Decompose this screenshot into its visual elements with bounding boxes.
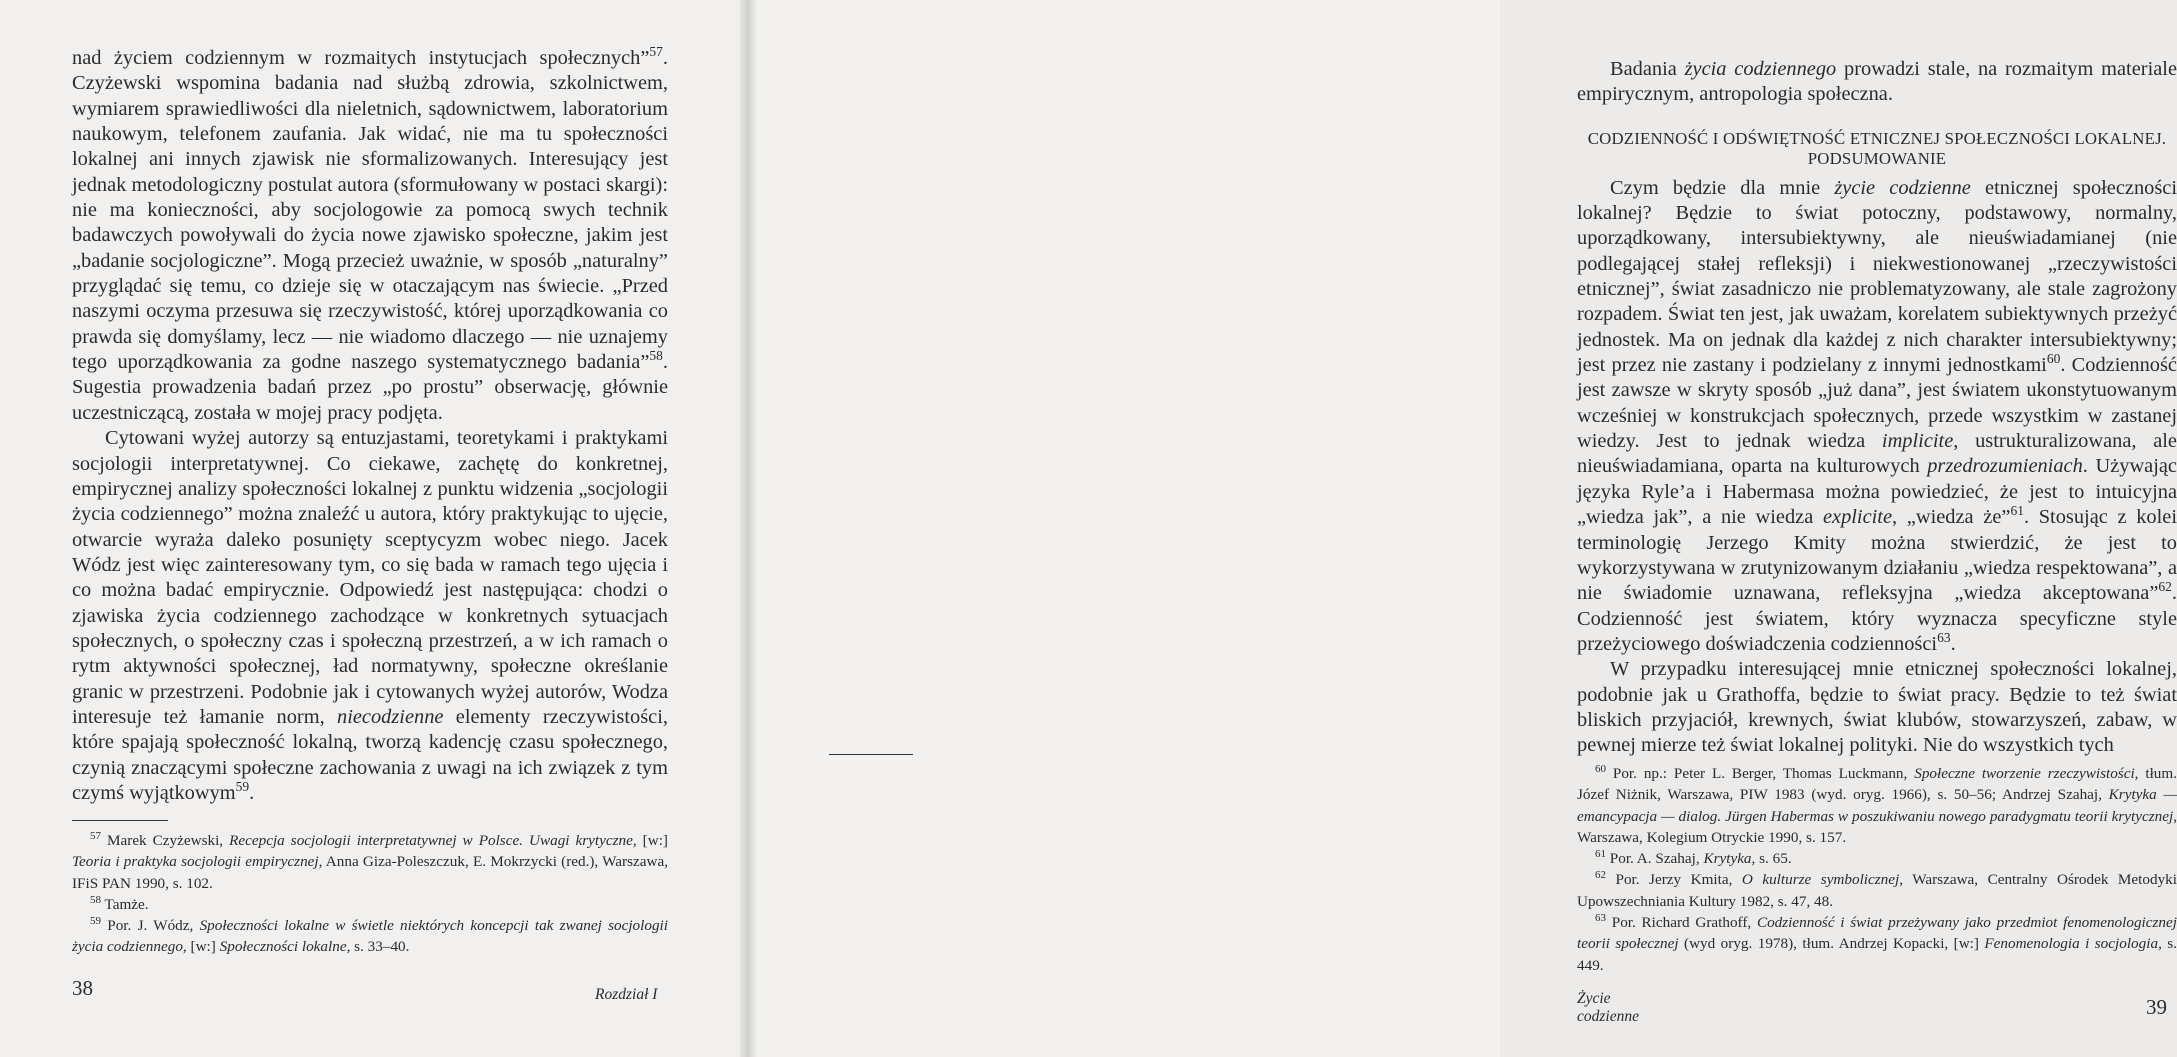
right-paragraph-1: Czym będzie dla mnie życie codzienne etnicznej społeczności lokalnej? Będzie to świat potoczny, podstawowy, normalny, uporządkowany, intersubiektywny, ale nieuświadamianej (nie podlegającej stałej refleksji) i niekwestionowanej „rzeczywistości etnicznej”, świat zasadniczo nie problematyzowany, ale stale zagrożony rozpadem. Świat ten jest, jak uważam, korelatem subiektywnych przeżyć jednostek. Ma on jednak dla każdej z nich charakter intersubiektywny; jest przez nie zastany i podzielany z innymi jednostkami$^{60}$. Codzienność jest zawsze w skryty sposób „już dana”, jest światem ukonstytuowanym wcześniej w konstrukcjach społecznych, przede wszystkim w zastanej wiedzy. Jest to jednak wiedza implicite, ustrukturalizowana, ale nieuświadamiana, oparta na kulturowych przedrozumieniach. Używając języka Ryle’a i Habermasa można powiedzieć, że jest to intuicyjna „wiedza jak”, a nie wiedza explicite, „wiedza że”$^{61}$. Stosując z kolei terminologię Jerzego Kmity można stwierdzić, że jest to wykorzystywana w zrutynizowanym działaniu „wiedza respektowana”, a nie świadomie uznawana, refleksyjna „wiedza akceptowana”$^{62}$. Codzienność jest światem, który wyznacza specyficzne style przeżyciowego doświadczenia codzienności$^{63}$. — [1577, 176, 2177, 655]
right-footnotes — [1577, 763, 2177, 976]
footnote-59: $^{59}$ Por. J. Wódz, Społeczności lokalne w świetle niektórych koncepcji tak zwanej socjologii życia codziennego, [w:] Społeczności lokalne, s. 33–40. — [72, 915, 668, 956]
footnote-60: $^{60}$ Por. np.: Peter L. Berger, Thomas Luckmann, Społeczne tworzenie rzeczywistości, tłum. Józef Niżnik, Warszawa, PIW 1983 (wyd. oryg. 1966), s. 50–56; Andrzej Szahaj, Krytyka — emancypacja — dialog. Jürgen Habermas w poszukiwaniu nowego paradygmatu teorii krytycznej, Warszawa, Kolegium Otryckie 1990, s. 157. — [1577, 762, 2177, 846]
right-intro-paragraph: Badania życia codziennego prowadzi stale, na rozmaitym materiale empirycznym, antropologia społeczna. — [1577, 58, 2177, 106]
right-paragraph-2: W przypadku interesującej mnie etnicznej społeczności lokalnej, podobnie jak u Grathoffa, będzie to świat pracy. Będzie to też świat bliskich przyjaciół, krewnych, świat klubów, stowarzyszeń, zabaw, w pewnej mierze też świat lokalnej polityki. Nie do wszystkich tych — [1577, 658, 2177, 757]
right-body-text — [1577, 57, 2177, 759]
left-paragraph-2: Cytowani wyżej autorzy są entuzjastami, teoretykami i praktykami socjologii interpretatywnej. Co ciekawe, zachętę do konkretnej, empirycznej analizy społeczności lokalnej z punktu widzenia „socjologii życia codziennego” można znaleźć u autora, który praktykując to ujęcie, otwarcie wyraża daleko posunięty sceptycyzm wobec niego. Jacek Wódz jest więc zainteresowany tym, co się bada w ramach tego ujęcia i co można badać empirycznie. Odpowiedź jest następująca: chodzi o zjawiska życia codziennego zachodzące w konkretnych sytuacjach społecznych, o społeczny czas i społeczną przestrzeń, a w ich ramach o rytm aktywności społecznej, ład normatywny, społeczne określanie granic w przestrzeni. Podobnie jak i cytowanych wyżej autorów, Wodza interesuje też łamanie norm, niecodzienne elementy rzeczywistości, które spajają społeczność lokalną, tworzą kadencję czasu społecznego, czynią znaczącymi społeczne zachowania z uwagi na ich związek z tym czymś wyjątkowym$^{59}$. — [72, 427, 668, 804]
left-body-text — [72, 46, 668, 806]
book-gutter — [740, 0, 756, 1057]
footnote-rule-left — [72, 820, 168, 821]
footnote-61: $^{61}$ Por. A. Szahaj, Krytyka, s. 65. — [1595, 848, 1792, 868]
left-paragraph-1: nad życiem codziennym w rozmaitych instytucjach społecznych”$^{57}$. Czyżewski wspomina badania nad służbą zdrowia, szkolnictwem, wymiarem sprawiedliwości dla nieletnich, sądownictwem, laboratorium naukowym, telefonem zaufania. Jak widać, nie ma tu społeczności lokalnej ani innych zjawisk nie sformalizowanych. Interesujący jest jednak metodologiczny postulat autora (sformułowany w postaci skargi): nie ma konieczności, aby socjologowie za pomocą swych technik badawczych powoływali do życia nowe zjawisko społeczne, jakim jest „badanie socjologiczne”. Mogą przecież uważnie, w sposób „naturalny” przyglądać się temu, co dzieje się w otaczającym nas świecie. „Przed naszymi oczyma przesuwa się rzeczywistość, której uporządkowania co prawda się domyślamy, lecz — nie wiadomo dlaczego — nie uznajemy tego uporządkowania za godne naszego systematycznego badania”$^{58}$. Sugestia prowadzenia badań przez „po prostu” obserwację, głównie uczestniczącą, została w mojej pracy podjęta. — [72, 44, 668, 424]
section-title-line-1: CODZIENNOŚĆ I ODŚWIĘTNOŚĆ ETNICZNEJ SPOŁECZNOŚCI LOKALNEJ. — [1587, 128, 2167, 148]
left-footnotes — [72, 830, 668, 958]
footnote-58: $^{58}$ Tamże. — [90, 893, 149, 913]
right-page — [748, 0, 2177, 1057]
running-head-left: Rozdział I — [595, 986, 658, 1003]
section-title-line-2: PODSUMOWANIE — [1807, 148, 1947, 168]
section-title — [1577, 129, 2177, 169]
footnote-rule-right — [829, 754, 913, 755]
left-page — [0, 0, 748, 1057]
footnote-63: $^{63}$ Por. Richard Grathoff, Codzienność i świat przeżywany jako przedmiot fenomenologicznej teorii społecznej (wyd oryg. 1978), tłum. Andrzej Kopacki, [w:] Fenomenologia i socjologia, s. 449. — [1577, 912, 2177, 974]
footnote-57: $^{57}$ Marek Czyżewski, Recepcja socjologii interpretatywnej w Polsce. Uwagi krytyczne, [w:] Teoria i praktyka socjologii empirycznej, Anna Giza-Poleszczuk, E. Mokrzycki (red.), Warszawa, IFiS PAN 1990, s. 102. — [72, 829, 668, 892]
running-head-right: Życie codzienne — [1577, 990, 1639, 1025]
page-number-left: 38 — [72, 976, 93, 1000]
page-number-right: 39 — [2146, 995, 2167, 1019]
footnote-62: $^{62}$ Por. Jerzy Kmita, O kulturze symbolicznej, Warszawa, Centralny Ośrodek Metodyki Upowszechniania Kultury 1982, s. 47, 48. — [1577, 869, 2177, 910]
